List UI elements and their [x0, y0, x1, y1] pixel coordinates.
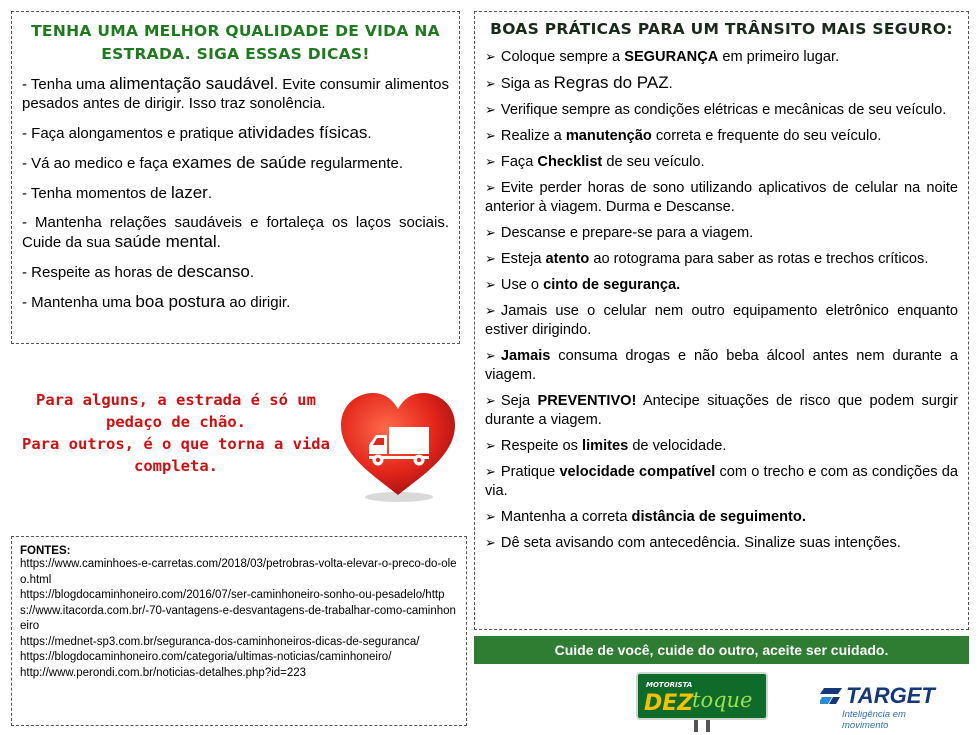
practice-emphasis: Checklist: [537, 154, 603, 170]
practice-text: Esteja: [500, 251, 546, 267]
practice-item: [485, 391, 958, 430]
practice-item: [485, 223, 958, 243]
health-tips-box: [11, 11, 460, 344]
practice-text: Verifique sempre as condições elétricas e mecânicas de seu veículo.: [500, 102, 947, 118]
arrow-bullet-icon: ➢: [485, 154, 496, 169]
arrow-bullet-icon: ➢: [485, 438, 496, 453]
svg-text:DEZ: DEZ: [644, 691, 694, 716]
arrow-bullet-icon: ➢: [485, 225, 496, 240]
arrow-bullet-icon: ➢: [485, 393, 496, 408]
practice-item: [485, 178, 958, 217]
practice-text: Pratique: [500, 464, 560, 480]
tip-text: - Mantenha relações saudáveis e fortaleça os laços sociais. Cuide da sua: [22, 214, 449, 251]
sources-title: FONTES:: [20, 545, 71, 557]
tip-highlight: boa postura: [135, 292, 226, 311]
svg-text:toque: toque: [692, 688, 753, 712]
practice-text: em primeiro lugar.: [718, 49, 840, 65]
practice-item: [485, 100, 958, 120]
arrow-bullet-icon: ➢: [485, 102, 496, 117]
practice-item: [485, 436, 958, 456]
practice-emphasis: atento: [545, 251, 590, 267]
practice-text: Dê seta avisando com antecedência. Sinalize suas intenções.: [500, 535, 901, 551]
tip-text: - Respeite as horas de: [22, 264, 178, 281]
practice-item: [485, 152, 958, 172]
practice-item: [485, 275, 958, 295]
tip-text: . Evite consumir alimentos pesados antes de dirigir. Isso traz sonolência.: [22, 76, 449, 112]
practice-text: com o trecho e com as condições da via.: [485, 464, 958, 499]
practice-text: Coloque sempre a: [500, 49, 625, 65]
practices-title: BOAS PRÁTICAS PARA UM TRÂNSITO MAIS SEGURO:: [490, 20, 953, 38]
health-tip: [22, 74, 449, 113]
practice-emphasis: velocidade compatível: [559, 464, 716, 480]
arrow-bullet-icon: ➢: [485, 128, 496, 143]
target-name: TARGET: [846, 683, 935, 708]
practice-text: Siga as: [500, 76, 554, 92]
practice-emphasis: manutenção: [565, 128, 652, 144]
tip-highlight: atividades físicas: [237, 123, 368, 142]
arrow-bullet-icon: ➢: [485, 348, 496, 363]
health-tip: [22, 183, 449, 203]
dez-toque-logo: [636, 672, 768, 732]
health-tip: [22, 123, 449, 143]
tip-highlight: lazer: [170, 183, 208, 202]
tip-text: - Mantenha uma: [22, 294, 136, 311]
tip-text: regularmente.: [306, 155, 404, 172]
practice-emphasis: cinto de segurança.: [543, 277, 681, 293]
tip-text: - Faça alongamentos e pratique: [22, 125, 238, 142]
practice-text: Jamais use o celular nem outro equipamento eletrônico enquanto estiver dirigindo.: [485, 303, 958, 338]
tip-text: .: [367, 125, 372, 142]
target-logo: [820, 683, 948, 729]
safe-traffic-practices-box: [474, 11, 969, 630]
arrow-bullet-icon: ➢: [485, 535, 496, 550]
practice-text: Faça: [500, 154, 538, 170]
practice-text: Evite perder horas de sono utilizando aplicativos de celular na noite anterior à viagem. Durma e Descanse.: [485, 180, 958, 215]
practice-item: [485, 126, 958, 146]
practice-text: Use o: [500, 277, 544, 293]
source-link[interactable]: http://www.perondi.com.br/noticias-detalhes.php?id=223: [20, 666, 307, 679]
practice-emphasis: limites: [582, 438, 629, 454]
target-tagline: Inteligência em movimento: [842, 709, 906, 731]
arrow-bullet-icon: ➢: [485, 180, 496, 195]
target-mark-icon: [820, 686, 842, 706]
practice-text: Antecipe situações de risco que podem surgir durante a viagem.: [485, 393, 959, 428]
source-link[interactable]: https://blogdocaminhoneiro.com/2016/07/ser-caminhoneiro-sonho-ou-pesadelo/https://www.itacorda.com.br/-70-vantagens-e-desvantagens-de-trabalhar-como-caminhoneiro: [20, 589, 456, 632]
arrow-bullet-icon: ➢: [485, 303, 496, 318]
tip-text: - Vá ao medico e faça: [22, 155, 173, 172]
practice-text: Descanse e prepare-se para a viagem.: [500, 225, 754, 241]
practice-emphasis: Jamais: [500, 348, 551, 364]
practice-item: [485, 249, 958, 269]
practice-text: de velocidade.: [628, 438, 727, 454]
practice-item: [485, 346, 958, 385]
tip-text: - Tenha momentos de: [22, 185, 171, 202]
practice-text: .: [668, 76, 673, 92]
practice-text: consuma drogas e não beba álcool antes nem durante a viagem.: [485, 348, 958, 383]
practice-text: Realize a: [500, 128, 566, 144]
practice-emphasis: distância de seguimento.: [631, 509, 806, 525]
tip-text: .: [216, 234, 221, 251]
svg-text:MOTORISTA: MOTORISTA: [646, 681, 693, 689]
health-tips-list: [22, 74, 449, 312]
health-tip: [22, 292, 449, 312]
sources-box: [11, 536, 467, 726]
practice-highlight: Regras do PAZ: [553, 73, 669, 92]
practice-item: [485, 533, 958, 553]
tip-highlight: saúde mental: [114, 232, 217, 251]
practice-emphasis: SEGURANÇA: [624, 49, 719, 65]
tip-highlight: exames de saúde: [172, 153, 307, 172]
arrow-bullet-icon: ➢: [485, 277, 496, 292]
practice-text: Seja: [500, 393, 538, 409]
tip-text: .: [207, 185, 213, 202]
care-banner: Cuide de você, cuide do outro, aceite ser cuidado.: [474, 636, 969, 664]
tip-highlight: descanso: [177, 262, 250, 281]
health-tip: [22, 262, 449, 282]
source-link[interactable]: https://mednet-sp3.com.br/seguranca-dos-caminhoneiros-dicas-de-seguranca/: [20, 635, 420, 648]
practice-item: [485, 73, 958, 94]
tip-text: ao dirigir.: [225, 294, 291, 311]
practice-text: correta e frequente do seu veículo.: [651, 128, 882, 144]
practice-text: Mantenha a correta: [500, 509, 632, 525]
health-tip: [22, 213, 449, 252]
practice-item: [485, 301, 958, 340]
source-link[interactable]: https://www.caminhoes-e-carretas.com/2018/03/petrobras-volta-elevar-o-preco-do-oleo.html: [20, 558, 457, 586]
road-quote: Para alguns, a estrada é só um pedaço de chão. Para outros, é o que torna a vida completa.: [22, 391, 330, 475]
heart-icon: [333, 387, 463, 505]
practices-list: [485, 47, 958, 553]
arrow-bullet-icon: ➢: [485, 251, 496, 266]
sources-list: [20, 557, 458, 681]
arrow-bullet-icon: ➢: [485, 76, 496, 91]
practice-text: de seu veículo.: [602, 154, 705, 170]
practice-emphasis: PREVENTIVO!: [537, 393, 637, 409]
tip-highlight: alimentação saudável: [109, 74, 274, 93]
tip-text: .: [249, 264, 255, 281]
health-tips-title: TENHA UMA MELHOR QUALIDADE DE VIDA NA ESTRADA. SIGA ESSAS DICAS!: [31, 22, 440, 63]
practice-text: Respeite os: [500, 438, 583, 454]
health-tip: [22, 153, 449, 173]
source-link[interactable]: https://blogdocaminhoneiro.com/categoria/ultimas-noticias/caminhoneiro/: [20, 651, 392, 663]
arrow-bullet-icon: ➢: [485, 49, 496, 64]
practice-text: ao rotograma para saber as rotas e trechos críticos.: [589, 251, 929, 267]
practice-item: [485, 462, 958, 501]
arrow-bullet-icon: ➢: [485, 464, 496, 479]
practice-item: [485, 47, 958, 67]
tip-text: - Tenha uma: [22, 76, 110, 93]
practice-item: [485, 507, 958, 527]
arrow-bullet-icon: ➢: [485, 509, 496, 524]
